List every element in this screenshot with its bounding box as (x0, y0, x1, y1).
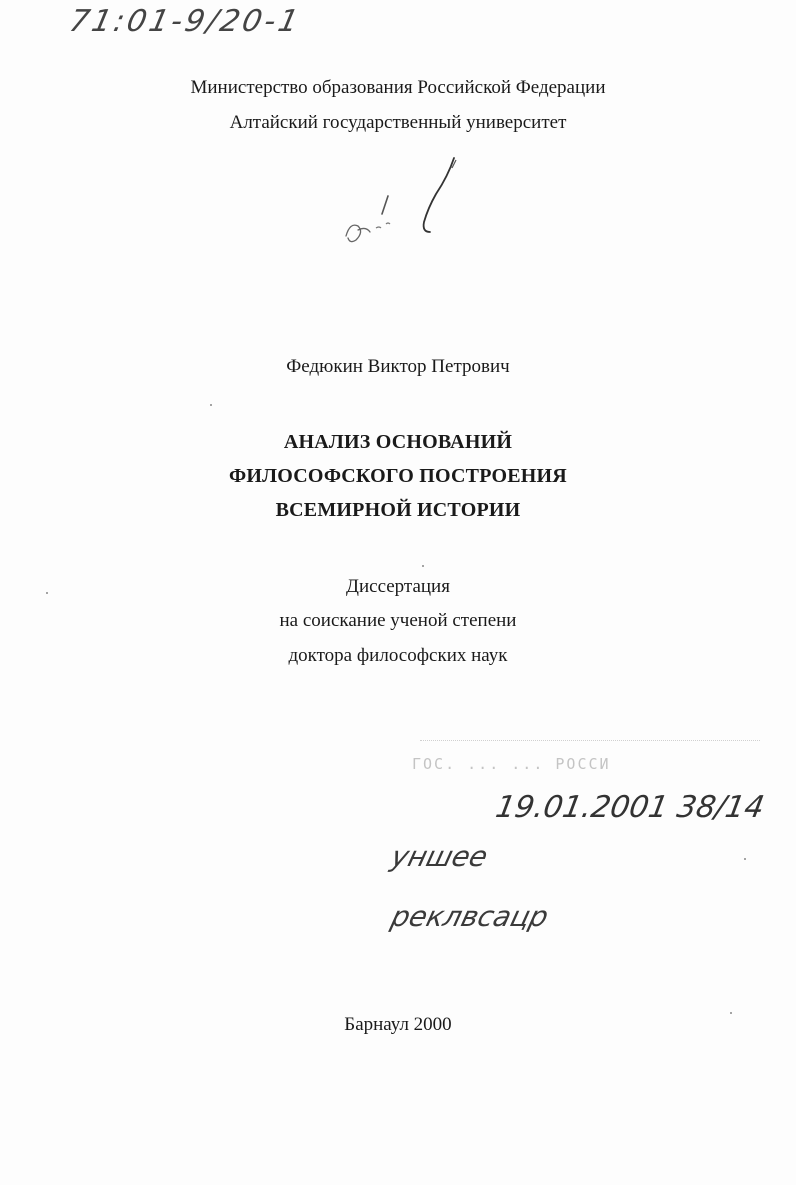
title-line-3: ВСЕМИРНОЙ ИСТОРИИ (275, 499, 521, 521)
author-name: Федюкин Виктор Петрович (286, 356, 510, 377)
work-type-line-2: на соискание ученой степени (279, 610, 517, 631)
handwritten-date: 19.01.2001 38/14 (492, 790, 767, 825)
work-type-line-1: Диссертация (346, 576, 450, 597)
scan-speck (46, 592, 48, 594)
university-line: Алтайский государственный университет (229, 112, 567, 133)
handwritten-catalog-code: 71:01-9/20-1 (66, 4, 305, 39)
library-stamp-text: ГОС. ... ... РОССИ (412, 755, 611, 773)
scan-speck (422, 565, 424, 567)
handwritten-note-2: реклвсацp (387, 900, 552, 933)
ministry-line: Министерство образования Российской Федерации (190, 77, 606, 98)
city-year: Барнаул 2000 (344, 1014, 452, 1035)
scan-speck (730, 1012, 732, 1014)
handwritten-note-1: уншее (387, 840, 492, 873)
signature-mark (336, 156, 466, 256)
scan-speck (210, 404, 212, 406)
scan-speck (744, 858, 746, 860)
stamp-border (420, 740, 760, 742)
work-type-line-3: доктора философских наук (288, 645, 508, 666)
title-line-2: ФИЛОСОФСКОГО ПОСТРОЕНИЯ (229, 465, 567, 487)
title-line-1: АНАЛИЗ ОСНОВАНИЙ (283, 431, 513, 453)
